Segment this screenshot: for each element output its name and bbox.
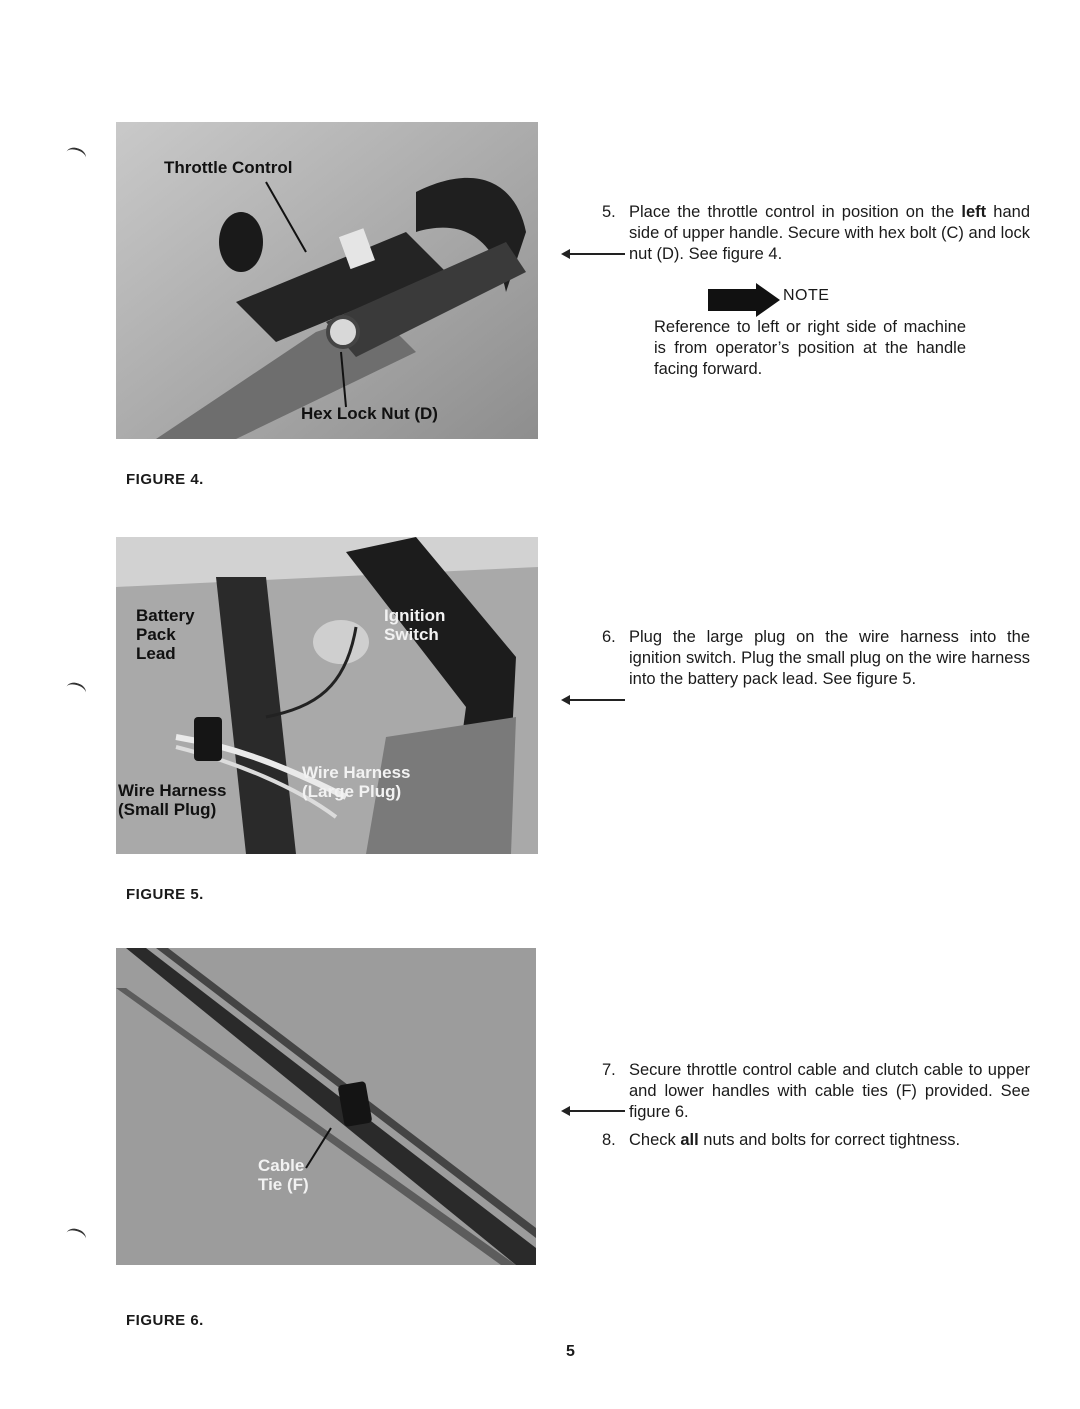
margin-tick-mark [64,1226,87,1245]
step-number: 6. [602,628,616,646]
figure-6-caption: FIGURE 6. [126,1312,204,1329]
pointer-arrow-step-5 [563,253,625,255]
step-text-bold: left [961,203,987,221]
page-number: 5 [566,1343,575,1360]
note-label: NOTE [783,287,830,304]
cable-tie-photo-icon [116,948,536,1265]
pointer-arrow-step-6 [563,699,625,701]
figure-6-photo [116,948,536,1265]
label-battery-pack-lead: Battery Pack Lead [136,606,195,663]
step-5 [602,202,1030,265]
label-wire-harness-large-plug: Wire Harness (Large Plug) [302,763,411,801]
figure-4-photo [116,122,538,439]
step-6 [602,627,1030,690]
label-ignition-switch: Ignition Switch [384,606,446,644]
figure-4-caption: FIGURE 4. [126,471,204,488]
pointer-arrow-step-7 [563,1110,625,1112]
step-text: Plug the large plug on the wire harness into the ignition switch. Plug the small plug on the wire harness into the battery pack lead. See figure 5. [629,628,1030,688]
label-throttle-control: Throttle Control [164,158,293,177]
step-number: 8. [602,1131,616,1149]
step-number: 5. [602,203,616,221]
note-text: Reference to left or right side of machine is from operator’s position at the handle facing forward. [654,318,966,378]
right-arrow-icon [708,283,784,317]
step-text-after: nuts and bolts for correct tightness. [698,1131,961,1149]
step-7 [602,1060,1030,1123]
step-text-after: hand side of upper handle. Secure with hex bolt (C) and lock nut (D). See figure 4. [629,203,1030,263]
step-text-before: Place the throttle control in position on the [629,203,962,221]
step-8 [602,1130,1030,1151]
figure-5-photo [116,537,538,854]
label-hex-lock-nut: Hex Lock Nut (D) [301,404,438,423]
label-wire-harness-small-plug: Wire Harness (Small Plug) [118,781,227,819]
figure-5-caption: FIGURE 5. [126,886,204,903]
margin-tick-mark [64,145,87,164]
step-text [629,1130,1030,1151]
step-text-bold: all [680,1131,699,1149]
step-number: 7. [602,1061,616,1079]
step-text [629,202,1030,265]
margin-tick-mark [64,680,87,699]
step-text-before: Check [629,1131,681,1149]
step-text: Secure throttle control cable and clutch cable to upper and lower handles with cable ties (F) provided. See figure 6. [629,1061,1030,1121]
label-cable-tie: Cable Tie (F) [258,1156,309,1194]
